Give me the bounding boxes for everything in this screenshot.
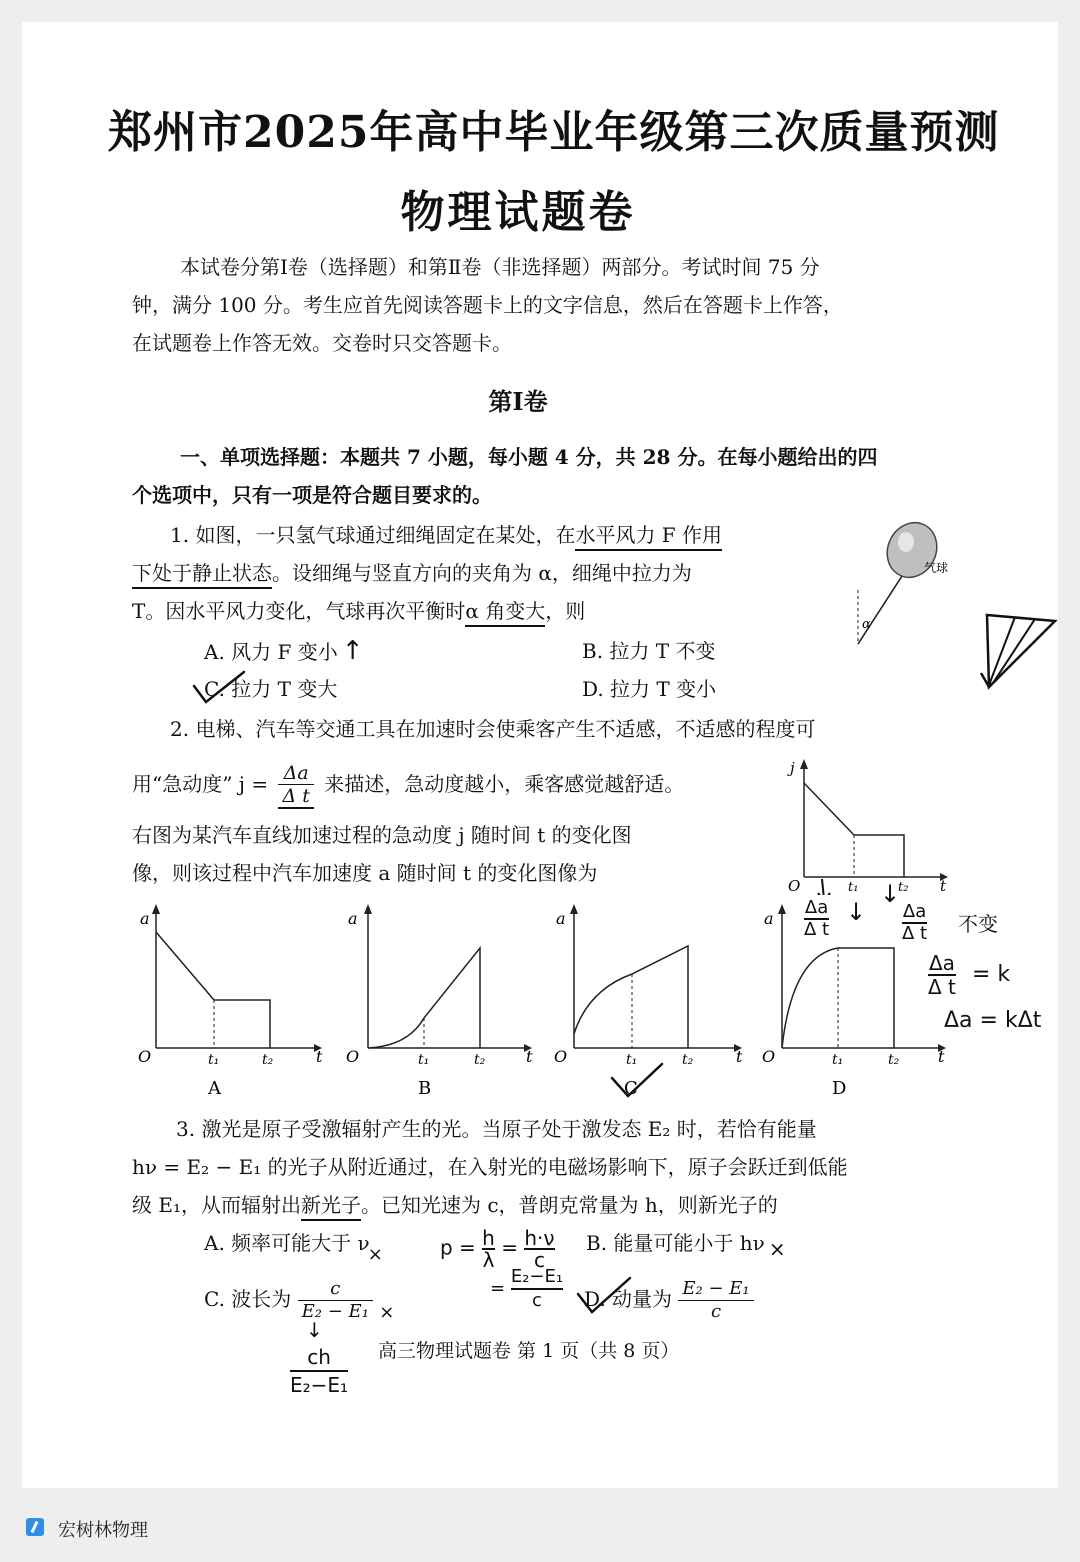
q3-option-d-label: D. 动量为 (584, 1287, 673, 1311)
q1-option-d: D. 拉力 T 变小 (582, 677, 717, 701)
q1-underlined-text-3: α 角变大 (465, 599, 545, 627)
q3-option-a-text: A. 频率可能大于 ν (204, 1231, 370, 1255)
q2-frac-num: Δa (278, 762, 313, 785)
q3-text-3a: 级 E₁，从而辐射出 (132, 1193, 301, 1217)
q3-option-c-den: E₂ − E₁ (301, 1301, 369, 1322)
graph-c-xlabel: t (736, 1047, 743, 1066)
hand-arrow-down-1: ↓ (846, 898, 867, 926)
q1-underlined-text: 水平风力 F 作用 (575, 523, 722, 551)
q2-frac-den: Δ t (278, 785, 313, 809)
graph-a-t2: t₂ (262, 1052, 274, 1068)
hand-note-const: 不变 (958, 912, 998, 936)
q3-option-c-label: C. 波长为 (204, 1287, 292, 1311)
hand-lambda: λ (482, 1248, 495, 1272)
hand-frac-1-den: Δ t (804, 919, 830, 940)
hand-frac-e-c (511, 1266, 563, 1312)
graph-c-t2: t₂ (682, 1052, 694, 1068)
hand-ch: ch (290, 1344, 348, 1372)
q1-option-a-text: A. 风力 F 变小 (204, 640, 338, 664)
graph-d-ylabel: a (764, 909, 774, 928)
ref-ylabel: j (790, 759, 795, 777)
q3-option-c-num: c (298, 1278, 373, 1301)
q1-text-2: 。设细绳与竖直方向的夹角为 α，细绳中拉力为 (272, 561, 692, 585)
q3-option-d-num: E₂ − E₁ (678, 1278, 753, 1301)
ref-tick-2: t₂ (898, 880, 909, 895)
q3-text-3c: 。已知光速为 c，普朗克常量为 h，则新光子的 (360, 1193, 778, 1217)
hand-arrow-up: ↑ (341, 636, 364, 666)
ref-origin: O (788, 877, 801, 895)
ref-tick-1: t₁ (848, 880, 859, 895)
q2-line-3: 右图为某汽车直线加速过程的急动度 j 随时间 t 的变化图 (132, 823, 632, 847)
q2-text-2: 来描述，急动度越小，乘客感觉越舒适。 (324, 772, 685, 796)
hand-frac-hv-c (524, 1228, 554, 1270)
hand-eq-1: = k (972, 962, 1011, 987)
graph-a (138, 904, 323, 1099)
q1-underlined-text-2: 下处于静止状态 (132, 561, 272, 589)
brand-logo-icon (26, 1518, 44, 1536)
q2-line-1: 2. 电梯、汽车等交通工具在加速时会使乘客产生不适感，不适感的程度可 (170, 717, 816, 741)
ref-xlabel: t (940, 877, 947, 895)
q3-option-c-frac (298, 1278, 373, 1323)
graph-c-origin: O (554, 1047, 568, 1066)
q1-text-3: T。因水平风力变化，气球再次平衡时 (132, 599, 466, 623)
section-instructions-1: 一、单项选择题：本题共 7 小题，每小题 4 分，共 28 分。在每小题给出的四 (180, 445, 878, 469)
hand-energy-frac: = $\frac{\text{E₂−E₁}}{c}$ (490, 1266, 564, 1311)
hand-e: E₂−E₁ (511, 1266, 563, 1290)
graph-b-label: B (418, 1078, 432, 1099)
hand-wavelength-frac (290, 1344, 348, 1398)
q1-balloon-figure (840, 520, 960, 650)
q1-option-c: C. 拉力 T 变大 (204, 677, 338, 701)
graph-c-t1: t₁ (626, 1052, 638, 1068)
watermark-text: 宏树林物理 (58, 1520, 148, 1541)
graph-d-t2: t₂ (888, 1052, 900, 1068)
intro-line-2: 钟，满分 100 分。考生应首先阅读答题卡上的文字信息，然后在答题卡上作答， (132, 293, 843, 317)
graph-b-xlabel: t (526, 1047, 533, 1066)
hand-c-2: c (532, 1290, 542, 1311)
graph-b-ylabel: a (348, 909, 358, 928)
graph-d-origin: O (762, 1047, 776, 1066)
q3-line-1: 3. 激光是原子受激辐射产生的光。当原子处于激发态 E₂ 时，若恰有能量 (176, 1117, 817, 1141)
graph-a-ylabel: a (140, 909, 150, 928)
q2-line-2 (132, 762, 684, 809)
hand-p: p = (440, 1235, 476, 1260)
hand-frac-3-num: Δa (928, 951, 955, 975)
page-footer: 高三物理试题卷 第 1 页（共 8 页） (378, 1340, 680, 1362)
q3-option-b (586, 1224, 786, 1262)
section-title: 第Ⅰ卷 (488, 387, 548, 416)
graph-a-t1: t₁ (208, 1052, 220, 1068)
hand-x-c: × (379, 1302, 395, 1323)
hand-x-b: × (768, 1237, 786, 1261)
section-instructions-2: 个选项中，只有一项是符合题目要求的。 (132, 483, 492, 507)
hand-frac-h-lambda (482, 1228, 495, 1270)
q2-text-jerk: 用“急动度” j = (132, 772, 269, 796)
intro-line-1: 本试卷分第Ⅰ卷（选择题）和第Ⅱ卷（非选择题）两部分。考试时间 75 分 (180, 255, 820, 279)
hand-ch-den: E₂−E₁ (290, 1373, 349, 1397)
balloon-label: 气球 (924, 561, 949, 575)
hand-frac-3-den: Δ t (928, 975, 956, 999)
hand-arrow-down-2: ↓ (880, 880, 901, 908)
graph-a-origin: O (138, 1047, 152, 1066)
graph-b (346, 904, 533, 1099)
q3-option-d-frac (678, 1278, 753, 1323)
hand-h: h (482, 1226, 495, 1250)
hand-force-sketch (975, 605, 1065, 695)
graph-d-xlabel: t (938, 1047, 945, 1066)
q3-underlined-text: 新光子 (301, 1193, 361, 1221)
q3-line-2: hν = E₂ − E₁ 的光子从附近通过，在入射光的电磁场影响下，原子会跃迁到低能 (132, 1155, 848, 1179)
graph-b-t1: t₁ (418, 1052, 430, 1068)
q3-option-c (204, 1278, 394, 1323)
q3-line-3 (132, 1186, 778, 1224)
graph-d (762, 901, 946, 1099)
graph-b-origin: O (346, 1047, 360, 1066)
hand-frac-2-num: Δa (902, 901, 927, 922)
hand-momentum-eq: p = $\frac{h}{\lambda}$ = $\frac{h\cdot\nu}{c}$ (440, 1226, 555, 1272)
graph-a-label: A (208, 1078, 221, 1099)
q1-line-3 (132, 592, 585, 630)
exam-title: 郑州市2025年高中毕业年级第三次质量预测 (108, 107, 1000, 158)
q1-text: 1. 如图，一只氢气球通过细绳固定在某处，在 (170, 523, 576, 547)
watermark-bar (0, 1488, 1080, 1562)
q1-option-a (204, 632, 364, 671)
hand-x-a: × (367, 1244, 383, 1265)
hand-frac-2-den: Δ t (902, 923, 928, 944)
graph-c-label: C (624, 1078, 638, 1099)
graph-a-xlabel: t (316, 1047, 323, 1066)
graph-c-ylabel: a (556, 909, 566, 928)
hand-eq-2: Δa = kΔt (944, 1008, 1042, 1033)
graph-c (554, 904, 743, 1099)
q1-text-4: ，则 (545, 599, 586, 623)
exam-subtitle: 物理试题卷 (400, 187, 636, 238)
hand-checkmark-d (574, 1274, 634, 1318)
graph-d-t1: t₁ (832, 1052, 844, 1068)
hand-c: c (533, 1248, 545, 1272)
graph-d-label: D (832, 1078, 847, 1099)
q3-option-a (204, 1224, 383, 1264)
balloon-angle-label: α (862, 617, 871, 632)
hand-hv: h·ν (524, 1226, 555, 1250)
q2-reference-graph (784, 755, 954, 895)
hand-frac-1-num: Δa (804, 897, 829, 918)
hand-checkmark-c (190, 668, 250, 708)
q3-option-d-den: c (710, 1301, 722, 1322)
q1-line-1 (170, 516, 722, 554)
hand-arrow-down-3: ↓ (306, 1318, 323, 1342)
q2-line-4: 像，则该过程中汽车加速度 a 随时间 t 的变化图像为 (132, 861, 598, 885)
q3-option-b-text: B. 能量可能小于 hν (586, 1231, 765, 1255)
q2-answer-graphs (128, 897, 948, 1100)
intro-line-3: 在试题卷上作答无效。交卷时只交答题卡。 (132, 331, 512, 355)
q2-fraction (278, 762, 313, 809)
q1-line-2 (132, 554, 692, 592)
q1-option-b: B. 拉力 T 不变 (582, 639, 716, 663)
graph-b-t2: t₂ (474, 1052, 486, 1068)
